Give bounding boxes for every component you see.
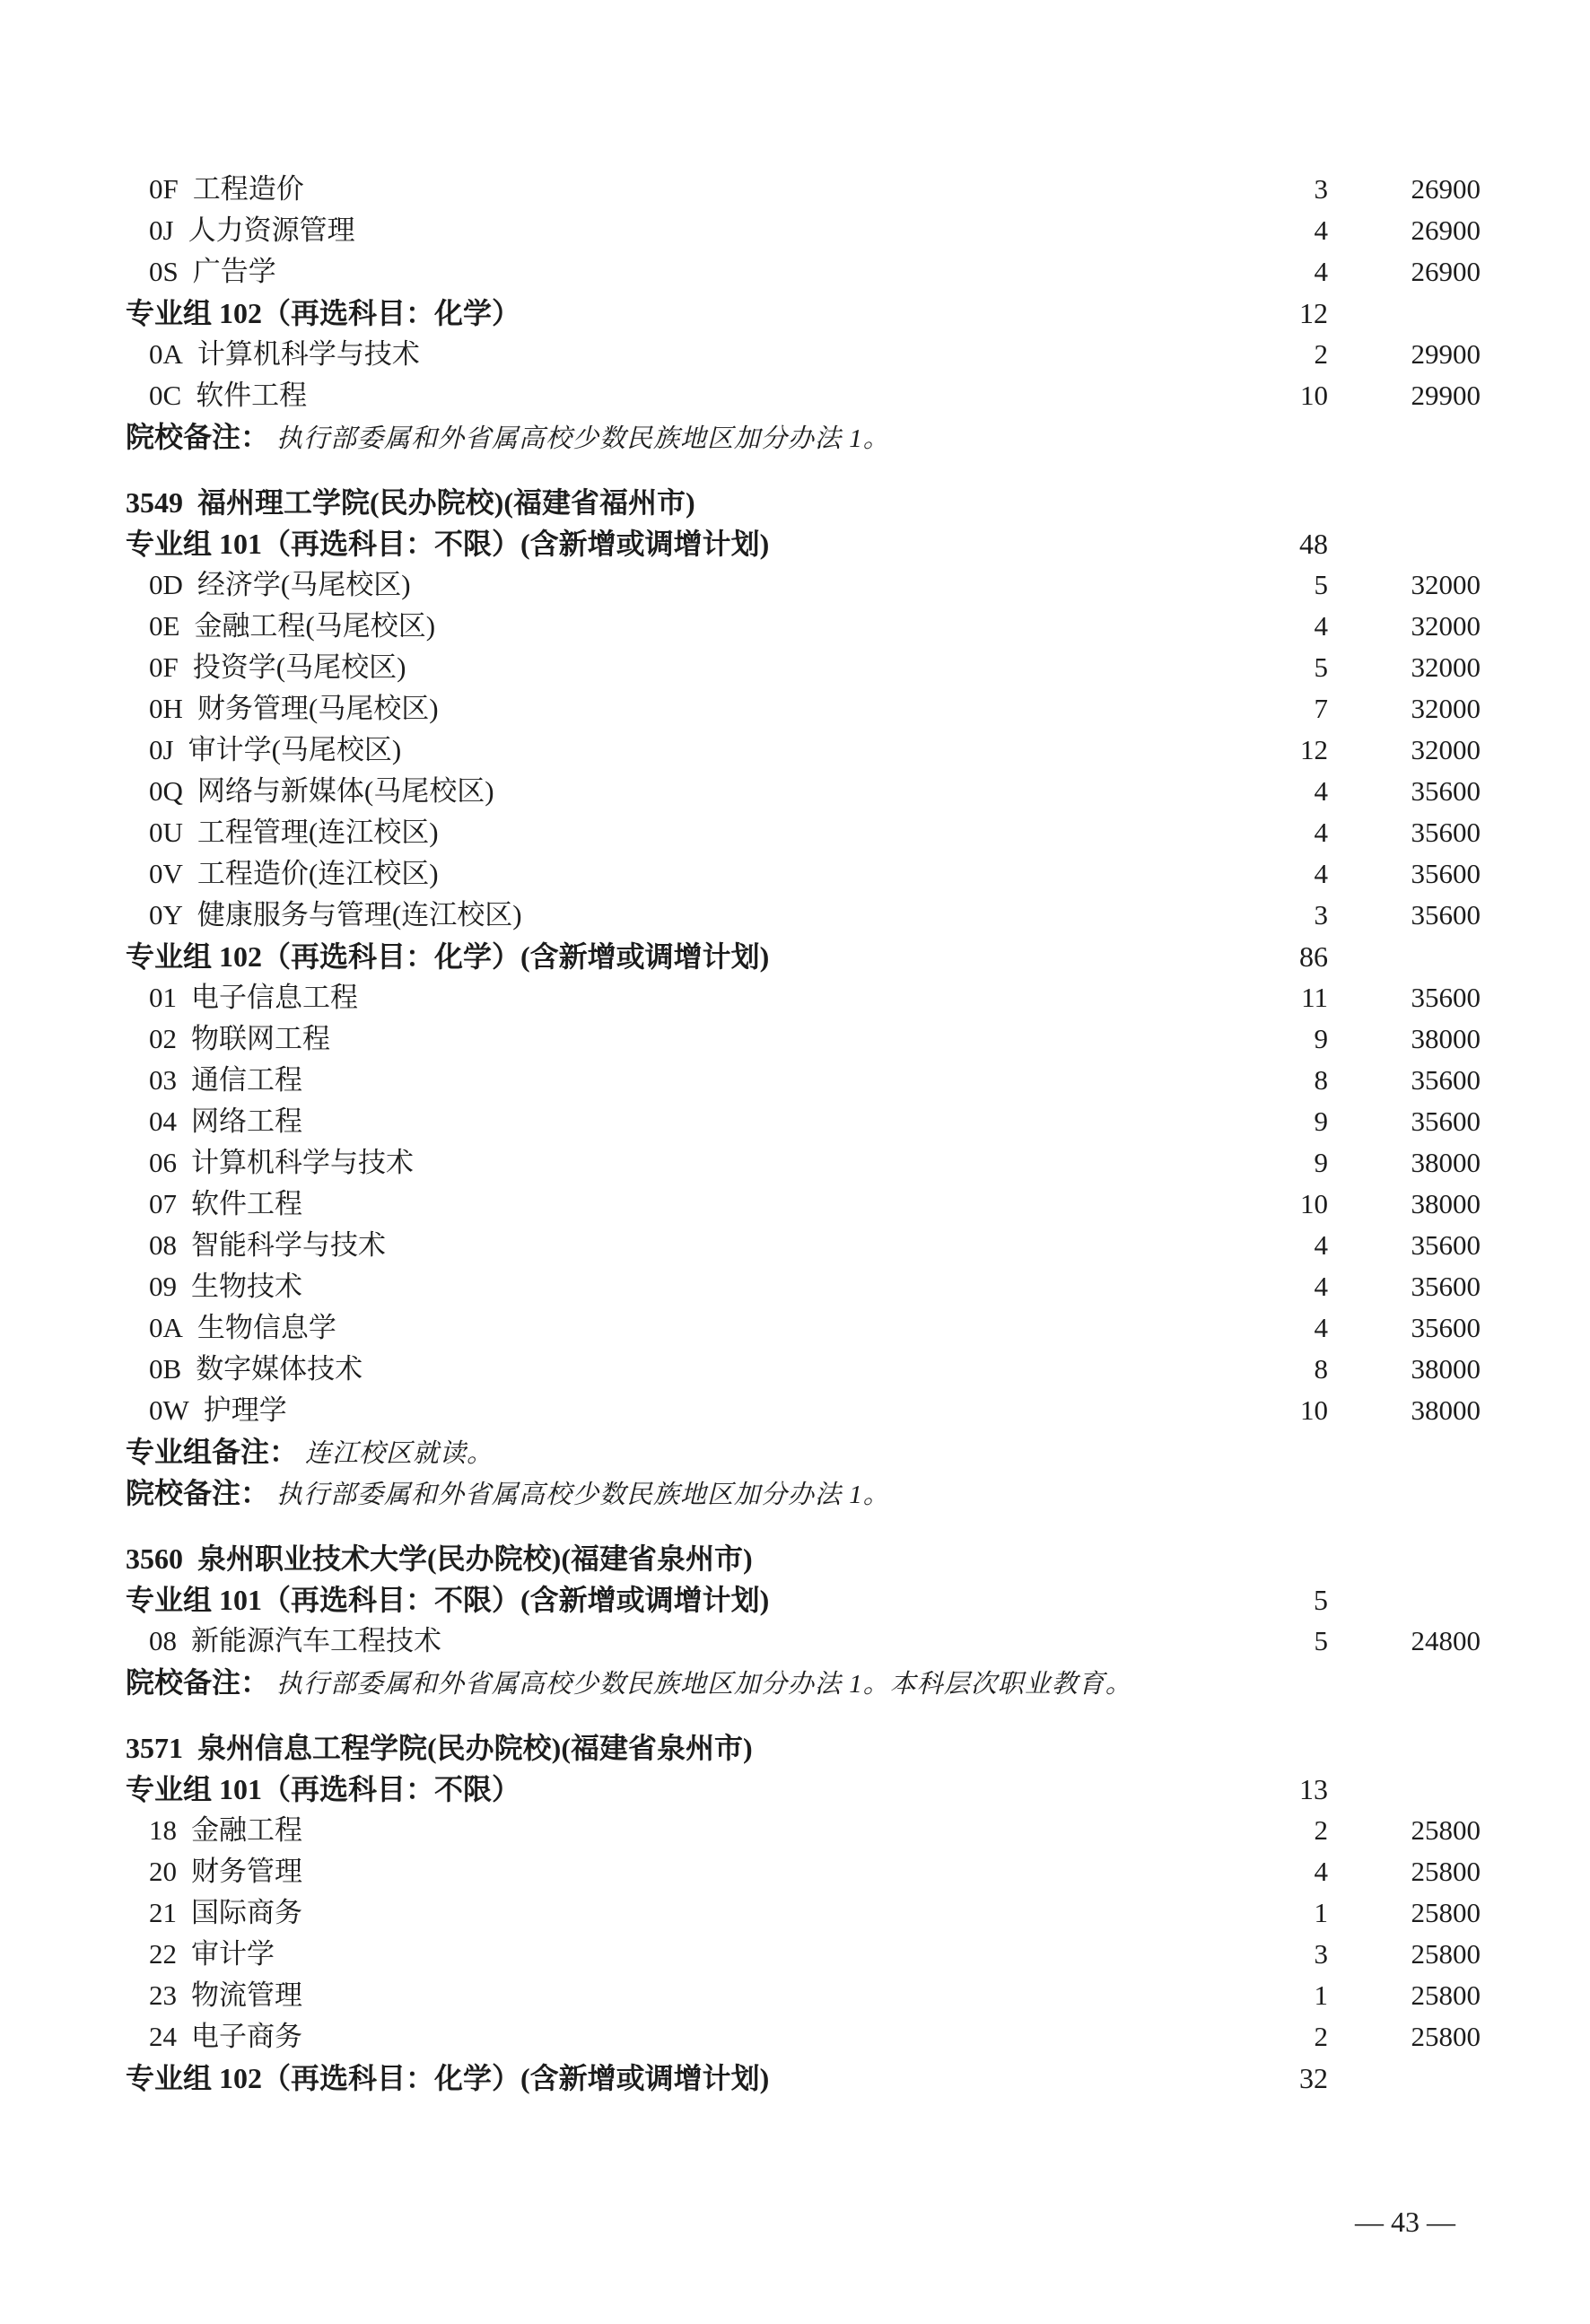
plan-count: 9: [1314, 1023, 1328, 1054]
major-row: [126, 688, 1481, 730]
major-name: 电子商务: [191, 2021, 302, 2052]
plan-count: 48: [1299, 528, 1328, 560]
major-row: [126, 1810, 1481, 1851]
note-line: [126, 416, 1238, 459]
major-code: 18: [149, 1814, 177, 1846]
major-name: 人力资源管理: [188, 214, 355, 246]
major-row: [126, 771, 1481, 812]
major-code: 0U: [149, 817, 183, 848]
tuition-fee: 38000: [1411, 1353, 1481, 1385]
tuition-fee: 38000: [1411, 1394, 1481, 1426]
note-label: 院校备注：: [126, 421, 270, 453]
major-code: 0A: [149, 338, 183, 370]
tuition-fee: 35600: [1411, 775, 1481, 807]
group-row: [126, 1769, 1481, 1810]
major-code: 0E: [149, 610, 180, 642]
major-title: [126, 1621, 1238, 1662]
plan-table: [126, 169, 1481, 2099]
major-name: 计算机科学与技术: [191, 1147, 414, 1178]
major-title: [126, 375, 1238, 416]
tuition-fee: 35600: [1411, 1064, 1481, 1096]
tuition-fee: 35600: [1411, 1271, 1481, 1302]
major-code: 04: [149, 1105, 177, 1137]
major-code: 02: [149, 1023, 177, 1054]
note-text: 连江校区就读。: [305, 1439, 494, 1468]
plan-count: 2: [1314, 338, 1328, 370]
major-code: 03: [149, 1064, 177, 1096]
group-row: [126, 293, 1481, 334]
major-title: [126, 1266, 1238, 1307]
plan-count: 4: [1314, 775, 1328, 807]
major-name: 网络与新媒体(马尾校区): [197, 775, 494, 807]
major-row: [126, 1060, 1481, 1101]
major-title: [126, 1142, 1238, 1184]
group-label: 专业组 102（再选科目：化学）: [126, 297, 521, 329]
note-text: 执行部委属和外省属高校少数民族地区加分办法 1。: [276, 1481, 890, 1509]
tuition-fee: 24800: [1411, 1625, 1481, 1656]
major-title: [126, 1851, 1238, 1892]
group-label: 专业组 101（再选科目：不限）(含新增或调增计划): [126, 1584, 770, 1616]
major-name: 软件工程: [191, 1188, 302, 1219]
plan-count: 8: [1314, 1064, 1328, 1096]
major-row: [126, 375, 1481, 416]
major-name: 工程造价(连江校区): [197, 858, 439, 889]
major-name: 数字媒体技术: [196, 1353, 363, 1385]
tuition-fee: 35600: [1411, 1229, 1481, 1261]
plan-count: 2: [1314, 2021, 1328, 2052]
major-code: 20: [149, 1856, 177, 1887]
major-row: [126, 1018, 1481, 1060]
tuition-fee: 35600: [1411, 858, 1481, 889]
major-name: 金融工程(马尾校区): [194, 610, 436, 642]
tuition-fee: 35600: [1411, 1105, 1481, 1137]
note-text: 执行部委属和外省属高校少数民族地区加分办法 1。本科层次职业教育。: [276, 1670, 1132, 1699]
plan-count: 5: [1314, 569, 1328, 600]
page-footer: [1355, 2206, 1455, 2239]
major-code: 24: [149, 2021, 177, 2052]
major-name: 审计学: [191, 1938, 275, 1970]
major-row: [126, 1390, 1481, 1431]
plan-count: 5: [1314, 1584, 1328, 1616]
plan-count: 12: [1299, 297, 1328, 329]
institution-row: [126, 1538, 1481, 1579]
major-name: 国际商务: [191, 1897, 302, 1928]
major-name: 物流管理: [191, 1979, 302, 2011]
major-row: [126, 1934, 1481, 1975]
major-code: 0F: [149, 173, 179, 205]
major-name: 工程造价: [192, 173, 304, 205]
plan-count: 4: [1314, 1229, 1328, 1261]
major-title: [126, 251, 1238, 293]
major-code: 0W: [149, 1394, 189, 1426]
major-title: [126, 210, 1238, 251]
major-name: 工程管理(连江校区): [197, 817, 439, 848]
major-code: 0V: [149, 858, 183, 889]
institution-name: 泉州职业技术大学(民办院校)(福建省泉州市): [197, 1542, 753, 1575]
group-row: [126, 1579, 1481, 1621]
major-title: [126, 771, 1238, 812]
group-row: [126, 2058, 1481, 2099]
major-name: 生物技术: [191, 1271, 302, 1302]
note-text: 执行部委属和外省属高校少数民族地区加分办法 1。: [276, 424, 890, 453]
institution-code: 3571: [126, 1732, 183, 1764]
major-code: 0D: [149, 569, 183, 600]
major-code: 0A: [149, 1312, 183, 1343]
tuition-fee: 26900: [1411, 173, 1481, 205]
tuition-fee: 32000: [1411, 610, 1481, 642]
major-title: [126, 169, 1238, 210]
plan-count: 4: [1314, 858, 1328, 889]
plan-count: 3: [1314, 899, 1328, 930]
major-name: 物联网工程: [191, 1023, 330, 1054]
major-row: [126, 730, 1481, 771]
plan-count: 4: [1314, 1856, 1328, 1887]
plan-count: 4: [1314, 610, 1328, 642]
major-row: [126, 606, 1481, 647]
major-row: [126, 1184, 1481, 1225]
tuition-fee: 25800: [1411, 1856, 1481, 1887]
plan-count: 3: [1314, 173, 1328, 205]
tuition-fee: 25800: [1411, 2021, 1481, 2052]
tuition-fee: 38000: [1411, 1023, 1481, 1054]
plan-count: 5: [1314, 651, 1328, 683]
plan-count: 12: [1300, 734, 1328, 765]
major-code: 0C: [149, 380, 182, 411]
group-row: [126, 523, 1481, 564]
major-title: [126, 1018, 1238, 1060]
major-name: 审计学(马尾校区): [188, 734, 402, 765]
plan-count: 10: [1300, 1394, 1328, 1426]
group-label: 专业组 101（再选科目：不限）(含新增或调增计划): [126, 528, 770, 560]
major-title: [126, 688, 1238, 730]
major-name: 软件工程: [196, 380, 308, 411]
major-row: [126, 1307, 1481, 1349]
note-line: [126, 1662, 1238, 1705]
major-title: [126, 1349, 1238, 1390]
major-title: [126, 730, 1238, 771]
major-code: 08: [149, 1625, 177, 1656]
tuition-fee: 38000: [1411, 1147, 1481, 1178]
tuition-fee: 25800: [1411, 1938, 1481, 1970]
plan-count: 7: [1314, 693, 1328, 724]
major-code: 0F: [149, 651, 179, 683]
major-name: 电子信息工程: [191, 982, 358, 1013]
major-code: 23: [149, 1979, 177, 2011]
major-title: [126, 895, 1238, 936]
tuition-fee: 32000: [1411, 569, 1481, 600]
plan-count: 4: [1314, 1312, 1328, 1343]
major-title: [126, 1225, 1238, 1266]
group-label: 专业组 102（再选科目：化学）(含新增或调增计划): [126, 2062, 770, 2094]
tuition-fee: 25800: [1411, 1897, 1481, 1928]
note-label: 院校备注：: [126, 1666, 270, 1699]
major-row: [126, 210, 1481, 251]
major-title: [126, 853, 1238, 895]
major-title: [126, 1975, 1238, 2016]
major-name: 经济学(马尾校区): [197, 569, 411, 600]
tuition-fee: 25800: [1411, 1979, 1481, 2011]
plan-count: 3: [1314, 1938, 1328, 1970]
major-row: [126, 1101, 1481, 1142]
note-row: [126, 1472, 1481, 1514]
institution-title: [126, 1538, 1238, 1579]
note-label: 专业组备注：: [126, 1436, 299, 1468]
tuition-fee: 35600: [1411, 982, 1481, 1013]
institution-name: 泉州信息工程学院(民办院校)(福建省泉州市): [197, 1732, 753, 1764]
major-title: [126, 1390, 1238, 1431]
major-title: [126, 977, 1238, 1018]
tuition-fee: 35600: [1411, 899, 1481, 930]
institution-title: [126, 1727, 1238, 1769]
note-line: [126, 1431, 1238, 1474]
tuition-fee: 38000: [1411, 1188, 1481, 1219]
major-name: 金融工程: [191, 1814, 302, 1846]
major-row: [126, 1892, 1481, 1934]
institution-row: [126, 482, 1481, 523]
major-name: 智能科学与技术: [191, 1229, 386, 1261]
major-title: [126, 1060, 1238, 1101]
institution-code: 3560: [126, 1542, 183, 1575]
major-title: [126, 2016, 1238, 2058]
major-code: 08: [149, 1229, 177, 1261]
institution-row: [126, 1727, 1481, 1769]
major-code: 0H: [149, 693, 183, 724]
plan-count: 4: [1314, 214, 1328, 246]
major-title: [126, 1810, 1238, 1851]
tuition-fee: 32000: [1411, 693, 1481, 724]
major-name: 网络工程: [191, 1105, 302, 1137]
major-title: [126, 1892, 1238, 1934]
major-row: [126, 251, 1481, 293]
plan-count: 4: [1314, 256, 1328, 287]
major-row: [126, 1851, 1481, 1892]
tuition-fee: 26900: [1411, 256, 1481, 287]
note-row: [126, 1662, 1481, 1703]
group-row: [126, 936, 1481, 977]
tuition-fee: 32000: [1411, 651, 1481, 683]
major-row: [126, 564, 1481, 606]
major-title: [126, 1184, 1238, 1225]
major-code: 0Y: [149, 899, 183, 930]
major-row: [126, 169, 1481, 210]
plan-count: 10: [1300, 1188, 1328, 1219]
institution-name: 福州理工学院(民办院校)(福建省福州市): [197, 486, 695, 519]
major-name: 健康服务与管理(连江校区): [197, 899, 522, 930]
major-code: 21: [149, 1897, 177, 1928]
major-name: 护理学: [203, 1394, 287, 1426]
plan-count: 13: [1299, 1773, 1328, 1805]
plan-count: 9: [1314, 1105, 1328, 1137]
major-name: 计算机科学与技术: [197, 338, 420, 370]
major-name: 财务管理: [191, 1856, 302, 1887]
major-code: 06: [149, 1147, 177, 1178]
major-row: [126, 895, 1481, 936]
plan-count: 1: [1314, 1979, 1328, 2011]
major-code: 22: [149, 1938, 177, 1970]
major-row: [126, 1975, 1481, 2016]
major-title: [126, 606, 1238, 647]
plan-count: 4: [1314, 1271, 1328, 1302]
major-code: 01: [149, 982, 177, 1013]
major-name: 投资学(马尾校区): [192, 651, 406, 683]
tuition-fee: 29900: [1411, 338, 1481, 370]
major-row: [126, 647, 1481, 688]
major-row: [126, 334, 1481, 375]
note-row: [126, 416, 1481, 458]
major-code: 0S: [149, 256, 179, 287]
tuition-fee: 35600: [1411, 1312, 1481, 1343]
plan-count: 5: [1314, 1625, 1328, 1656]
major-row: [126, 812, 1481, 853]
note-label: 院校备注：: [126, 1477, 270, 1509]
plan-count: 32: [1299, 2062, 1328, 2094]
major-row: [126, 977, 1481, 1018]
page-number: — 43 —: [1355, 2206, 1455, 2238]
major-name: 新能源汽车工程技术: [191, 1625, 441, 1656]
major-name: 财务管理(马尾校区): [197, 693, 439, 724]
major-title: [126, 1101, 1238, 1142]
major-title: [126, 1934, 1238, 1975]
major-row: [126, 2016, 1481, 2058]
major-code: 07: [149, 1188, 177, 1219]
plan-count: 1: [1314, 1897, 1328, 1928]
major-code: 09: [149, 1271, 177, 1302]
major-code: 0Q: [149, 775, 183, 807]
plan-count: 4: [1314, 817, 1328, 848]
major-row: [126, 1621, 1481, 1662]
note-line: [126, 1472, 1238, 1516]
major-name: 通信工程: [191, 1064, 302, 1096]
major-row: [126, 1349, 1481, 1390]
major-title: [126, 1307, 1238, 1349]
group-label: 专业组 101（再选科目：不限）: [126, 1773, 521, 1805]
tuition-fee: 26900: [1411, 214, 1481, 246]
plan-count: 9: [1314, 1147, 1328, 1178]
institution-title: [126, 482, 1238, 523]
major-title: [126, 334, 1238, 375]
plan-count: 8: [1314, 1353, 1328, 1385]
tuition-fee: 35600: [1411, 817, 1481, 848]
major-title: [126, 564, 1238, 606]
tuition-fee: 32000: [1411, 734, 1481, 765]
plan-count: 11: [1301, 982, 1328, 1013]
note-row: [126, 1431, 1481, 1472]
major-row: [126, 1266, 1481, 1307]
major-title: [126, 812, 1238, 853]
major-code: 0J: [149, 734, 174, 765]
tuition-fee: 29900: [1411, 380, 1481, 411]
major-name: 生物信息学: [197, 1312, 336, 1343]
major-code: 0J: [149, 214, 174, 246]
plan-count: 10: [1300, 380, 1328, 411]
plan-count: 2: [1314, 1814, 1328, 1846]
tuition-fee: 25800: [1411, 1814, 1481, 1846]
major-name: 广告学: [192, 256, 276, 287]
plan-count: 86: [1299, 940, 1328, 973]
major-row: [126, 853, 1481, 895]
institution-code: 3549: [126, 486, 183, 519]
major-row: [126, 1142, 1481, 1184]
major-title: [126, 647, 1238, 688]
group-label: 专业组 102（再选科目：化学）(含新增或调增计划): [126, 940, 770, 973]
major-code: 0B: [149, 1353, 182, 1385]
major-row: [126, 1225, 1481, 1266]
